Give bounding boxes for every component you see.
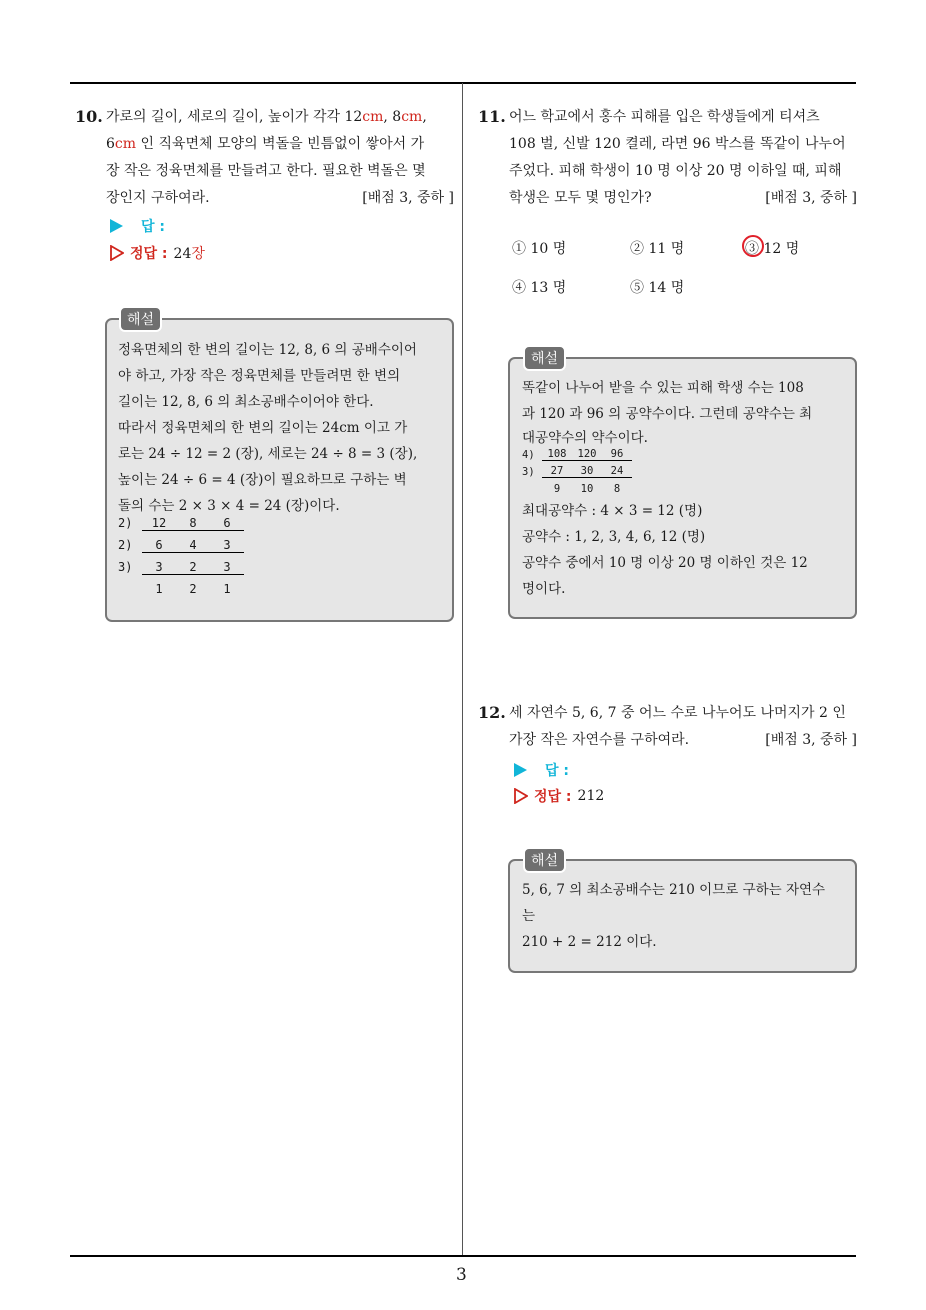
question-12-answer-row xyxy=(514,760,569,780)
question-10-division-ladder xyxy=(118,512,244,600)
question-10-score: [배점 3, 중하 ] xyxy=(362,190,454,206)
correct-value: 212 xyxy=(577,788,605,804)
page-number: 3 xyxy=(456,1265,467,1285)
ladder-row: 2) 6 4 3 xyxy=(118,534,244,556)
play-triangle-icon xyxy=(514,763,527,777)
play-triangle-icon xyxy=(110,219,123,233)
ladder-row: 3) 27 30 24 xyxy=(522,463,632,480)
question-12-correct-row xyxy=(514,786,604,806)
option-2[interactable]: ② 11 명 xyxy=(630,241,685,257)
question-10-correct-row xyxy=(110,243,205,263)
option-3[interactable]: ③ 12 명 xyxy=(745,241,800,257)
top-rule xyxy=(70,82,856,84)
explanation-tag: 해설 xyxy=(119,306,162,332)
column-divider xyxy=(462,83,463,1255)
answer-label: 답 : xyxy=(545,763,569,779)
option-1[interactable]: ① 10 명 xyxy=(512,241,567,257)
question-11-number: 11. xyxy=(478,107,506,126)
correct-unit: 장 xyxy=(191,246,205,262)
question-10-line-1: 가로의 길이, 세로의 길이, 높이가 각각 12cm, 8cm, xyxy=(106,109,427,125)
option-4[interactable]: ④ 13 명 xyxy=(512,280,567,296)
question-12-explanation-text: 5, 6, 7 의 최소공배수는 210 이므로 구하는 자연수 는 210 + 2 = 212 이다. xyxy=(522,882,826,950)
selected-answer-circle-icon xyxy=(742,235,764,257)
question-12-score: [배점 3, 중하 ] xyxy=(765,732,857,748)
question-11-text: 어느 학교에서 홍수 피해를 입은 학생들에게 티셔츠 108 벌, 신발 120 켤레, 라면 96 박스를 똑같이 나누어 주었다. 피해 학생이 10 명 이상 20 명 이하일 때, 피해 학생은 모두 몇 명인가? [배점 3, 중하 ] xyxy=(509,104,857,212)
correct-value: 24 xyxy=(173,246,192,262)
correct-label: 정답 : xyxy=(534,789,572,805)
question-10-text xyxy=(106,104,454,212)
question-11-explanation-text-2: 최대공약수 : 4 × 3 = 12 (명) 공약수 : 1, 2, 3, 4, 6, 12 (명) 공약수 중에서 10 명 이상 20 명 이하인 것은 12 명이다. xyxy=(522,503,808,597)
question-10-explanation-text: 정육면체의 한 변의 길이는 12, 8, 6 의 공배수이어 야 하고, 가장 작은 정육면체를 만들려면 한 변의 길이는 12, 8, 6 의 최소공배수이어야 한다. 따라서 정육면체의 한 변의 길이는 24cm 이고 가 로는 24 ÷ 12 = 2 (장), 세로는 24 ÷ 8 = 3 (장), 높이는 24 ÷ 6 = 4 (장)이 필요하므로 구하는 벽 돌의 수는 2 × 3 × 4 = 24 (장)이다. xyxy=(118,342,418,514)
outline-triangle-icon xyxy=(514,788,528,804)
ladder-row: 3) 3 2 3 xyxy=(118,556,244,578)
question-12-number: 12. xyxy=(478,703,506,722)
ladder-row: 2) 12 8 6 xyxy=(118,512,244,534)
ladder-row: 4) 108 120 96 xyxy=(522,446,632,463)
outline-triangle-icon xyxy=(110,245,124,261)
ladder-row: 9 10 8 xyxy=(553,482,621,495)
question-11-score: [배점 3, 중하 ] xyxy=(765,190,857,206)
bottom-rule xyxy=(70,1255,856,1257)
question-10-line-3: 장 작은 정육면체를 만들려고 한다. 필요한 벽돌은 몇 xyxy=(106,163,426,179)
answer-label: 답 : xyxy=(141,219,165,235)
question-11-division-ladder xyxy=(522,446,632,497)
question-10-line-2: 6cm 인 직육면체 모양의 벽돌을 빈틈없이 쌓아서 가 xyxy=(106,136,425,152)
explanation-tag: 해설 xyxy=(523,847,566,873)
question-12-text: 세 자연수 5, 6, 7 중 어느 수로 나누어도 나머지가 2 인 가장 작은 자연수를 구하여라. [배점 3, 중하 ] xyxy=(509,700,857,754)
ladder-row: 1 2 1 xyxy=(155,582,231,596)
option-5[interactable]: ⑤ 14 명 xyxy=(630,280,685,296)
explanation-tag: 해설 xyxy=(523,345,566,371)
question-10-line-4: 장인지 구하여라. [배점 3, 중하 ] xyxy=(106,185,454,212)
question-11-explanation-text: 똑같이 나누어 받을 수 있는 피해 학생 수는 108 과 120 과 96 의 공약수이다. 그런데 공약수는 최 대공약수의 약수이다. xyxy=(522,380,813,446)
correct-label: 정답 : xyxy=(130,246,168,262)
question-10-number: 10. xyxy=(75,107,103,126)
question-10-answer-row xyxy=(110,216,165,236)
